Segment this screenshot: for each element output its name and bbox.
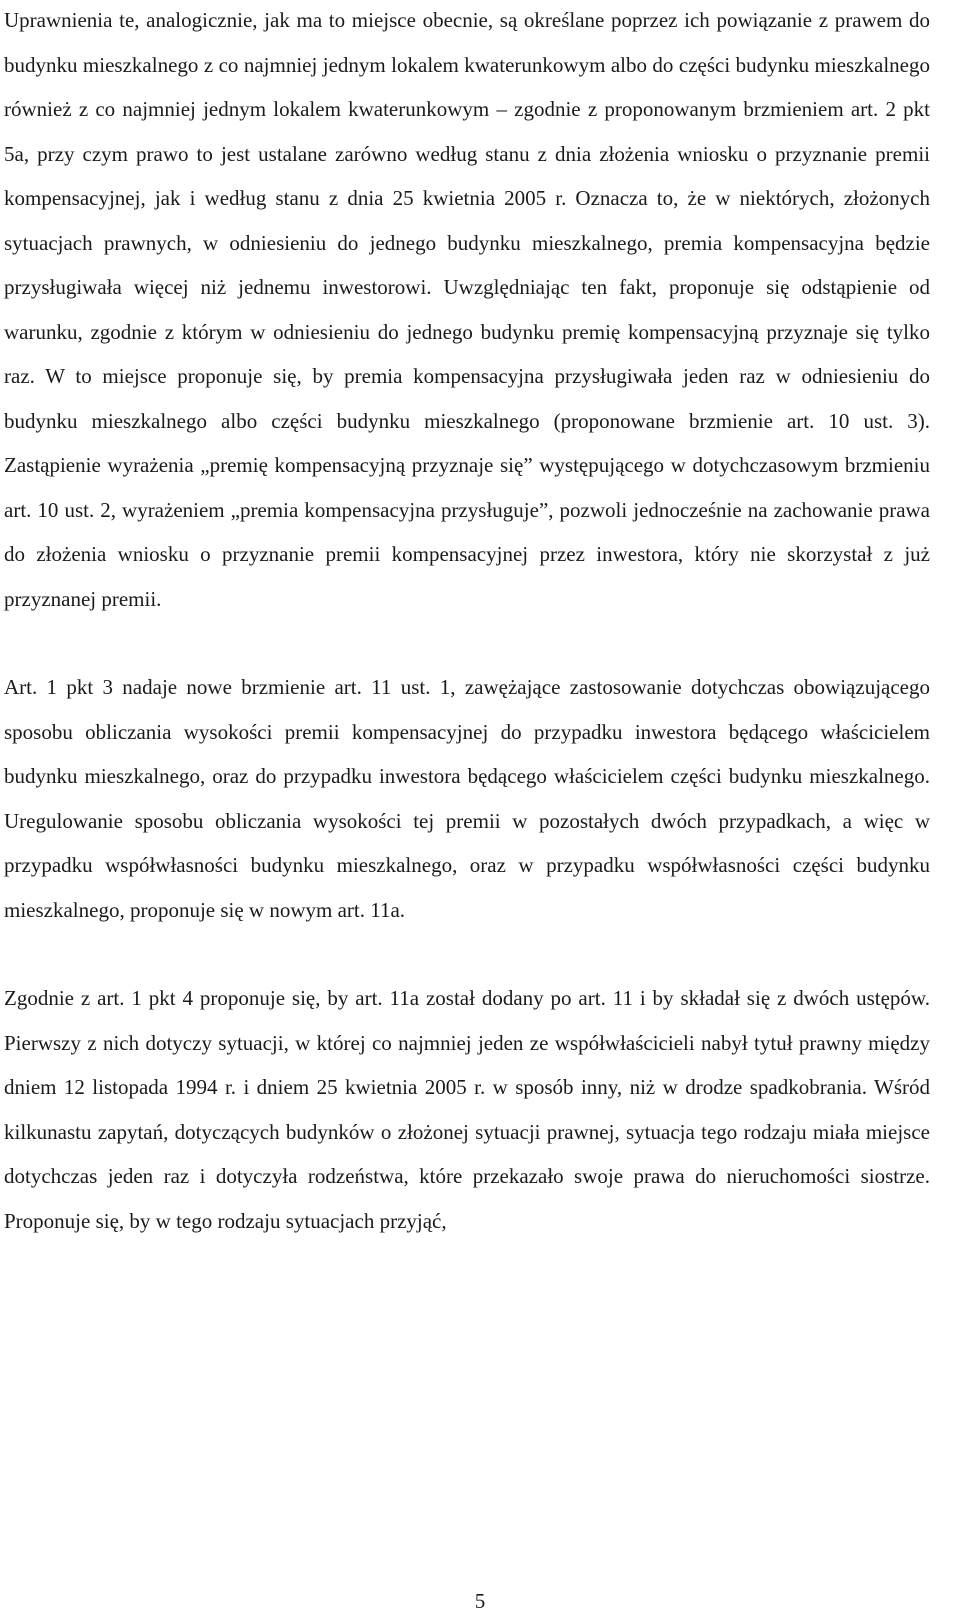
page-number: 5: [474, 1589, 486, 1613]
paragraph-premium-entitlement: Uprawnienia te, analogicznie, jak ma to miejsce obecnie, są określane poprzez ich powiązanie z prawem do budynku mieszkalnego z co najmniej jednym lokalem kwaterunkowym albo do części budynku mieszkalnego również z co najmniej jednym lokalem kwaterunkowym – zgodnie z proponowanym brzmieniem art. 2 pkt 5a, przy czym prawo to jest ustalane zarówno według stanu z dnia złożenia wniosku o przyznanie premii kompensacyjnej, jak i według stanu z dnia 25 kwietnia 2005 r. Oznacza to, że w niektórych, złożonych sytuacjach prawnych, w odniesieniu do jednego budynku mieszkalnego, premia kompensacyjna będzie przysługiwała więcej niż jednemu inwestorowi. Uwzględniając ten fakt, proponuje się odstąpienie od warunku, zgodnie z którym w odniesieniu do jednego budynku premię kompensacyjną przyznaje się tylko raz. W to miejsce proponuje się, by premia kompensacyjna przysługiwała jeden raz w odniesieniu do budynku mieszkalnego albo części budynku mieszkalnego (proponowane brzmienie art. 10 ust. 3). Zastąpienie wyrażenia „premię kompensacyjną przyznaje się” występującego w dotychczasowym brzmieniu art. 10 ust. 2, wyrażeniem „premia kompensacyjna przysługuje”, pozwoli jednocześnie na zachowanie prawa do złożenia wniosku o przyznanie premii kompensacyjnej przez inwestora, który nie skorzystał z już przyznanej premii.: [4, 8, 930, 611]
paragraph-art-11-ust-1: Art. 1 pkt 3 nadaje nowe brzmienie art. 11 ust. 1, zawężające zastosowanie dotychczas obowiązującego sposobu obliczania wysokości premii kompensacyjnej do przypadku inwestora będącego właścicielem budynku mieszkalnego, oraz do przypadku inwestora będącego właścicielem części budynku mieszkalnego. Uregulowanie sposobu obliczania wysokości tej premii w pozostałych dwóch przypadkach, a więc w przypadku współwłasności budynku mieszkalnego, oraz w przypadku współwłasności części budynku mieszkalnego, proponuje się w nowym art. 11a.: [4, 675, 930, 922]
paragraph-art-11a: Zgodnie z art. 1 pkt 4 proponuje się, by art. 11a został dodany po art. 11 i by składał się z dwóch ustępów. Pierwszy z nich dotyczy sytuacji, w której co najmniej jeden ze współwłaścicieli nabył tytuł prawny między dniem 12 listopada 1994 r. i dniem 25 kwietnia 2005 r. w sposób inny, niż w drodze spadkobrania. Wśród kilkunastu zapytań, dotyczących budynków o złożonej sytuacji prawnej, sytuacja tego rodzaju miała miejsce dotychczas jeden raz i dotyczyła rodzeństwa, które przekazało swoje prawa do nieruchomości siostrze. Proponuje się, by w tego rodzaju sytuacjach przyjąć,: [4, 986, 930, 1233]
